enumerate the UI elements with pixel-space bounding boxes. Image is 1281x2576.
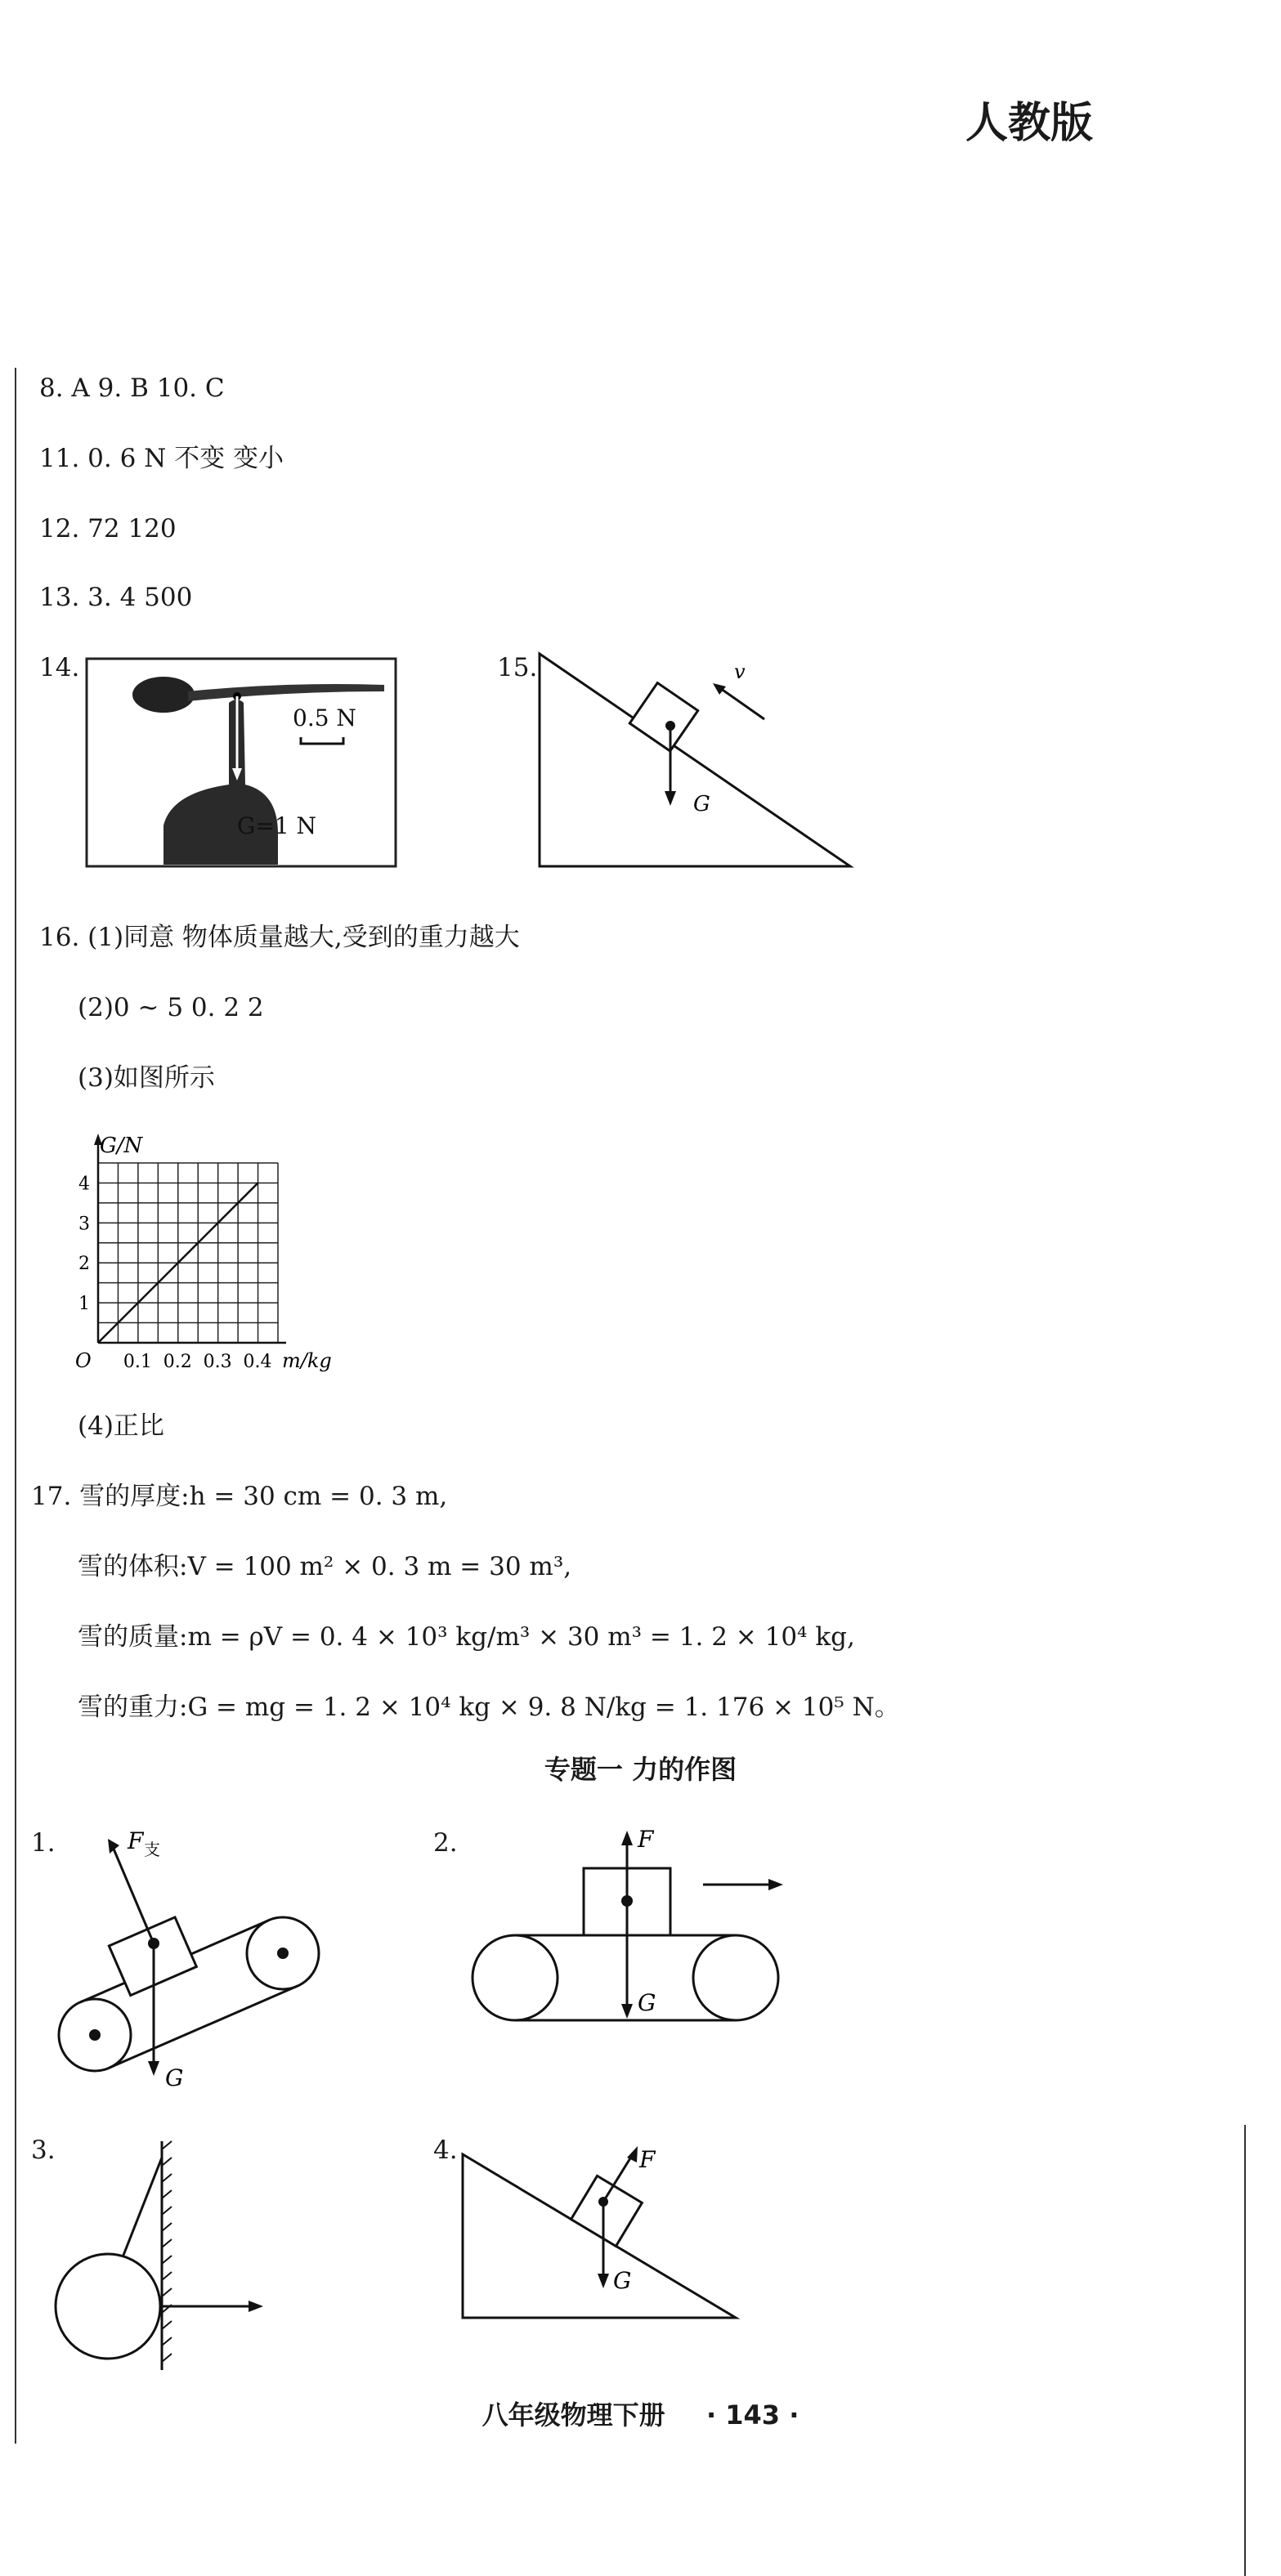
fig4-g-label: G (613, 2267, 632, 2294)
answer-12: 12. 72 120 (39, 514, 177, 543)
chart-x-label: m/kg (282, 1349, 332, 1372)
fig3-diagram (41, 2133, 286, 2378)
fig2-right-roller (693, 1935, 778, 2020)
answer-16-4: (4)正比 (78, 1411, 164, 1441)
answer-17-2: 雪的体积:V = 100 m² × 0. 3 m = 30 m³, (78, 1552, 572, 1581)
fig4-f-label: F (639, 2146, 656, 2173)
q14-force-label: G=1 N (237, 812, 317, 839)
fig3-string (123, 2158, 162, 2257)
y-tick-label: 4 (78, 1174, 90, 1195)
incline (540, 654, 850, 866)
x-tick-label: 0.4 (243, 1352, 272, 1372)
q15-g-label: G (693, 792, 710, 816)
fig4-block (571, 2176, 643, 2246)
q15-velocity-line (718, 686, 764, 719)
answer-17-4: 雪的重力:G = mg = 1. 2 × 10⁴ kg × 9. 8 N/kg = 1. 176 × 10⁵ N。 (78, 1693, 900, 1722)
q15-gravity-head (665, 791, 676, 806)
fig1-support-line (113, 1847, 154, 1943)
chart-origin-label: O (75, 1349, 92, 1372)
fig1-support-sub: 支 (144, 1840, 160, 1859)
footer (0, 2395, 1281, 2432)
answer-13: 13. 3. 4 500 (39, 583, 193, 612)
fig2-f-label: F (638, 1826, 654, 1853)
q14-number: 14. (39, 653, 80, 682)
q14-scale-label: 0.5 N (293, 704, 356, 731)
fig3-ball (56, 2254, 160, 2359)
q14-diagram (82, 654, 401, 874)
fig1-belt-bottom (110, 1986, 298, 2068)
answer-11: 11. 0. 6 N 不变 变小 (39, 444, 284, 473)
fig1-support-label: F (128, 1827, 144, 1854)
fig1-diagram (49, 1822, 343, 2117)
footer-book: 八年级物理下册 (481, 2399, 665, 2431)
y-tick-label: 2 (78, 1254, 90, 1275)
x-tick-label: 0.3 (203, 1352, 232, 1372)
answer-8-10: 8. A 9. B 10. C (39, 373, 225, 403)
q15-v-label: v (734, 660, 746, 683)
answer-16-3: (3)如图所示 (78, 1063, 215, 1093)
x-tick-label: 0.2 (163, 1352, 192, 1372)
q15-block (629, 683, 697, 751)
answer-17-1: 17. 雪的厚度:h = 30 cm = 0. 3 m, (31, 1482, 448, 1511)
fig2-diagram (458, 1822, 817, 2043)
y-tick-label: 3 (78, 1214, 90, 1235)
fig2-left-roller (473, 1935, 558, 2020)
q15-diagram (523, 646, 867, 874)
chart-axes (94, 1134, 286, 1343)
fig2-g-label: G (638, 1989, 656, 2016)
fig3-number: 3. (31, 2135, 56, 2165)
x-tick-label: 0.1 (123, 1352, 152, 1372)
section-title: 专题一 力的作图 (544, 1754, 737, 1785)
fig2-number: 2. (433, 1828, 458, 1858)
answer-16-1: 16. (1)同意 物体质量越大,受到的重力越大 (39, 923, 520, 952)
spoon-bowl (132, 677, 195, 713)
answer-17-3: 雪的质量:m = ρV = 0. 4 × 10³ kg/m³ × 30 m³ = 1. 2 × 10⁴ kg, (78, 1622, 855, 1652)
fig3-wall-hatch (162, 2141, 172, 2362)
left-margin-rule (15, 368, 16, 2444)
y-tick-label: 1 (78, 1294, 90, 1315)
footer-page: · 143 · (705, 2399, 800, 2431)
q15-number: 15. (497, 653, 538, 682)
fig1-number: 1. (31, 1828, 56, 1858)
right-binding-rule (1244, 2125, 1246, 2576)
fig4-diagram (458, 2125, 752, 2329)
answer-16-2: (2)0 ~ 5 0. 2 2 (78, 993, 264, 1022)
q15-velocity-head (713, 683, 726, 695)
edition-label: 人教版 (965, 99, 1093, 148)
fig4-number: 4. (433, 2135, 458, 2165)
chart-y-label: G/N (100, 1134, 143, 1158)
g-m-chart (65, 1124, 360, 1385)
fig1-g-label: G (165, 2064, 184, 2091)
